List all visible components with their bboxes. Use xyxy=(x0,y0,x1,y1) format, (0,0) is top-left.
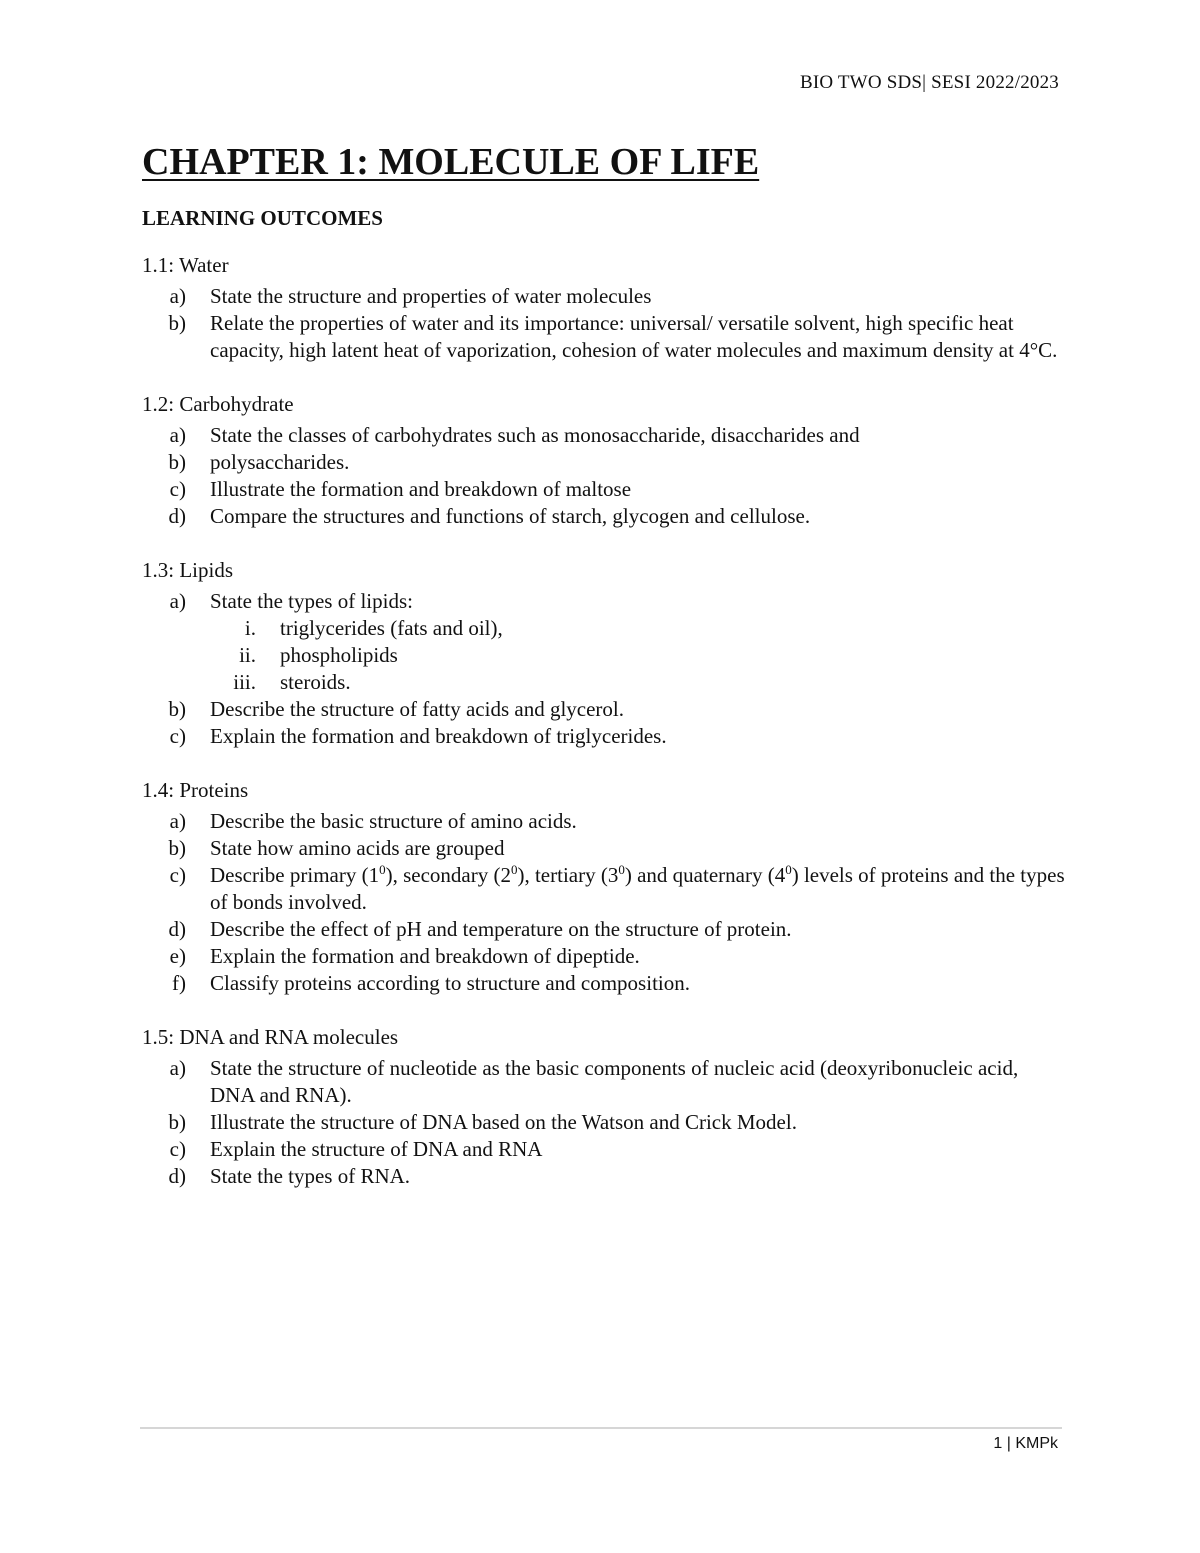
section-dna-rna xyxy=(142,1024,1067,1190)
item-text: Illustrate the formation and breakdown of maltose xyxy=(210,477,632,501)
item-text: Illustrate the structure of DNA based on the Watson and Crick Model. xyxy=(210,1110,797,1134)
outcome-list xyxy=(142,1055,1067,1190)
item-text: State the types of lipids: xyxy=(210,589,413,613)
sub-list xyxy=(210,615,1067,696)
item-text: Describe the basic structure of amino acids. xyxy=(210,809,577,833)
section-heading: 1.2: Carbohydrate xyxy=(142,392,294,416)
item-text: State how amino acids are grouped xyxy=(210,836,505,860)
superscript: 0 xyxy=(510,862,518,877)
footer-divider xyxy=(140,1427,1062,1429)
item-label: d) xyxy=(168,1164,186,1188)
text-run: Describe primary (1 xyxy=(210,863,380,887)
item-label: b) xyxy=(168,697,186,721)
item-label: c) xyxy=(169,724,186,748)
section-heading: 1.3: Lipids xyxy=(142,558,234,582)
list-item xyxy=(142,1055,1067,1109)
sub-item-label: i. xyxy=(244,616,256,640)
section-carbohydrate xyxy=(142,391,1067,530)
list-item xyxy=(142,310,1067,364)
item-label: d) xyxy=(168,917,186,941)
item-text: State the structure and properties of water molecules xyxy=(210,284,652,308)
superscript: 0 xyxy=(785,862,792,877)
outcome-list xyxy=(142,422,1067,530)
item-label: a) xyxy=(169,284,186,308)
item-label: b) xyxy=(168,836,186,860)
item-text: polysaccharides. xyxy=(210,450,350,474)
sub-list-item xyxy=(142,615,1067,642)
item-label: c) xyxy=(169,477,186,501)
text-run: ), secondary (2 xyxy=(385,863,511,887)
list-item xyxy=(142,1163,1067,1190)
list-item xyxy=(142,1109,1067,1136)
sub-item-label: iii. xyxy=(233,670,256,694)
section-heading: 1.4: Proteins xyxy=(142,778,249,802)
item-label: f) xyxy=(172,971,186,995)
item-text: Explain the formation and breakdown of triglycerides. xyxy=(210,724,667,748)
list-item xyxy=(142,943,1067,970)
list-item xyxy=(142,970,1067,997)
text-run: ) and quaternary (4 xyxy=(624,863,786,887)
sub-item-label: ii. xyxy=(239,643,256,667)
item-text: Classify proteins according to structure and composition. xyxy=(210,971,690,995)
sub-item-text: triglycerides (fats and oil), xyxy=(280,616,503,640)
item-text: Explain the formation and breakdown of dipeptide. xyxy=(210,944,640,968)
list-item xyxy=(142,696,1067,723)
sub-item-text: phospholipids xyxy=(280,643,398,667)
section-proteins xyxy=(142,777,1067,997)
list-item xyxy=(142,862,1067,916)
item-label: a) xyxy=(169,423,186,447)
item-text xyxy=(210,863,1065,914)
outcome-list xyxy=(142,808,1067,997)
list-item xyxy=(142,449,1067,476)
list-item xyxy=(142,916,1067,943)
item-text: Compare the structures and functions of starch, glycogen and cellulose. xyxy=(210,504,811,528)
list-item xyxy=(142,283,1067,310)
item-label: a) xyxy=(169,1056,186,1080)
item-label: b) xyxy=(168,1110,186,1134)
item-text: Describe the effect of pH and temperature on the structure of protein. xyxy=(210,917,792,941)
superscript: 0 xyxy=(618,862,625,877)
list-item xyxy=(142,588,1067,696)
text-run: ) levels of proteins and the types of bonds involved. xyxy=(210,863,1065,914)
page-footer: 1 | KMPk xyxy=(993,1435,1058,1452)
list-item xyxy=(142,723,1067,750)
item-text: Explain the structure of DNA and RNA xyxy=(210,1137,543,1161)
section-heading: 1.5: DNA and RNA molecules xyxy=(142,1025,399,1049)
outcome-list xyxy=(142,588,1067,750)
learning-outcomes-heading: LEARNING OUTCOMES xyxy=(142,206,383,230)
list-item xyxy=(142,422,1067,449)
sub-list-item xyxy=(142,669,1067,696)
section-lipids xyxy=(142,557,1067,750)
superscript: 0 xyxy=(379,862,386,877)
text-run: ), tertiary (3 xyxy=(517,863,619,887)
sub-list-item xyxy=(142,642,1067,669)
item-text: State the structure of nucleotide as the basic components of nucleic acid (deoxyribonucleic acid, DNA and RNA). xyxy=(210,1056,1019,1107)
learning-outcomes xyxy=(142,252,1067,1217)
list-item xyxy=(142,503,1067,530)
item-label: a) xyxy=(169,809,186,833)
item-label: d) xyxy=(168,504,186,528)
list-item xyxy=(142,476,1067,503)
section-heading: 1.1: Water xyxy=(142,253,229,277)
item-text: State the classes of carbohydrates such as monosaccharide, disaccharides and xyxy=(210,423,860,447)
page-header: BIO TWO SDS| SESI 2022/2023 xyxy=(799,72,1059,93)
item-text: Relate the properties of water and its importance: universal/ versatile solvent, high specific heat capacity, high latent heat of vaporization, cohesion of water molecules and maximum density at 4°C. xyxy=(210,311,1058,362)
list-item xyxy=(142,808,1067,835)
item-text: Describe the structure of fatty acids and glycerol. xyxy=(210,697,625,721)
item-label: a) xyxy=(169,589,186,613)
list-item xyxy=(142,835,1067,862)
item-text: State the types of RNA. xyxy=(210,1164,411,1188)
item-label: c) xyxy=(169,863,186,887)
section-water xyxy=(142,252,1067,364)
list-item xyxy=(142,1136,1067,1163)
outcome-list xyxy=(142,283,1067,364)
chapter-title: CHAPTER 1: MOLECULE OF LIFE xyxy=(142,141,760,183)
item-label: b) xyxy=(168,450,186,474)
sub-item-text: steroids. xyxy=(280,670,351,694)
item-label: c) xyxy=(169,1137,186,1161)
item-label: b) xyxy=(168,311,186,335)
item-label: e) xyxy=(169,944,186,968)
